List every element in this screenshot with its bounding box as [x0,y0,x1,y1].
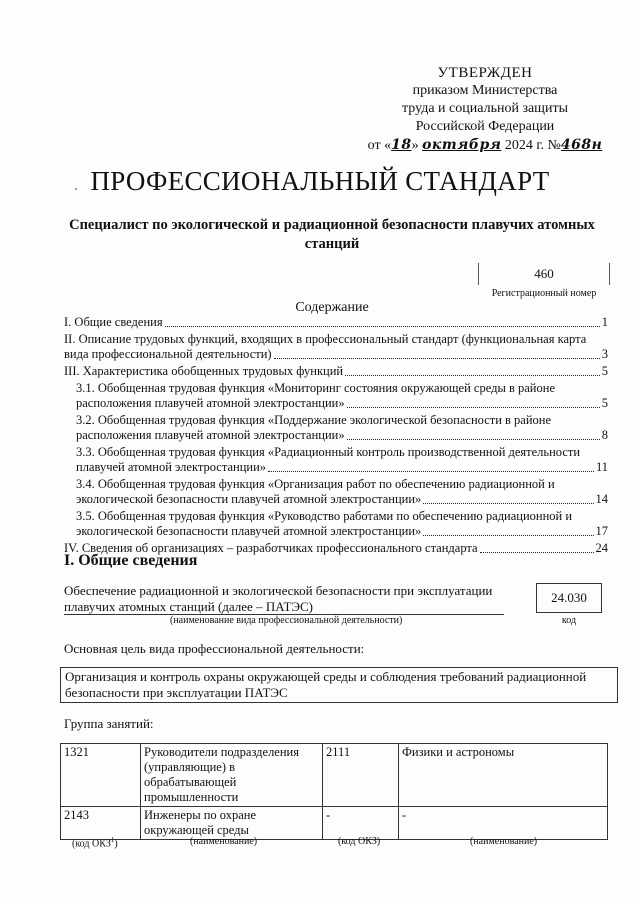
goal-label: Основная цель вида профессиональной деятельности: [64,641,365,656]
toc-entry[interactable]: I. Общие сведения 1 [64,315,608,329]
table-caption: (наименование) [190,836,258,847]
footnote-mark[interactable]: 1 [110,836,115,844]
toc-entry[interactable]: 3.4. Обобщенная трудовая функция «Организация работ по обеспечению радиационной и экологической безопасности плавучей атомной электростанции» 14 [76,477,608,506]
approval-month: октября [422,137,502,153]
approval-line: Российской Федерации [415,119,555,134]
toc-entry[interactable]: 3.2. Обобщенная трудовая функция «Поддержание экологической безопасности в районе расположения плавучей атомной электростанции» 8 [76,413,608,442]
toc-page: 14 [595,492,608,506]
toc-entry[interactable]: III. Характеристика обобщенных трудовых функций 5 [64,364,608,378]
standard-subtitle: Специалист по экологической и радиационной безопасности плавучих атомных станций [69,217,595,252]
toc-page: 8 [601,428,608,442]
approval-title: УТВЕРЖДЕН [437,65,533,81]
okz-code: 2143 [61,807,141,840]
okz-name: Инженеры по охране окружающей среды [141,807,323,840]
okz-code: 1321 [61,744,141,807]
registration-number: 460 [478,263,610,285]
approval-block [355,64,615,155]
toc-page: 5 [601,364,608,378]
table-caption: (код ОКЗ$^1$) [72,836,118,850]
toc-entry[interactable]: 3.3. Обобщенная трудовая функция «Радиационный контроль производственной деятельности плавучей атомной электростанции» 11 [76,445,608,474]
page-title: ПРОФЕССИОНАЛЬНЫЙ СТАНДАРТ [90,166,550,196]
toc-page: 1 [601,315,608,329]
okz-code: - [323,807,399,840]
okz-name: Физики и астрономы [399,744,608,807]
okz-code: 2111 [323,744,399,807]
toc-entry[interactable]: 3.1. Обобщенная трудовая функция «Мониторинг состояния окружающей среды в районе расположения плавучей атомной электростанции» 5 [76,381,608,410]
approval-date-line: от «18» октября 2024 г. №468н [367,137,603,153]
approval-number: 468н [560,137,603,153]
okz-name: - [399,807,608,840]
toc-page: 17 [595,524,608,538]
table-row [61,807,608,840]
table-of-contents [64,315,608,558]
toc-entry[interactable]: IV. Сведения об организациях – разработчиках профессионального стандарта 24 [64,541,608,555]
activity-kind-caption: (наименование вида профессиональной деятельности) [170,615,403,626]
table-caption: (наименование) [470,836,538,847]
occupation-groups-table [60,743,608,840]
registration-label: Регистрационный номер [491,288,597,299]
toc-page: 3 [601,347,608,361]
toc-title: Содержание [295,300,369,315]
table-caption: (код ОКЗ) [338,836,381,847]
activity-kind: Обеспечение радиационной и экологической безопасности при эксплуатации плавучих атомных станций (далее – ПАТЭС) [64,583,493,614]
goal-text: Организация и контроль охраны окружающей среды и соблюдения требований радиационной безопасности при эксплуатации ПАТЭС [60,667,618,703]
approval-day: 18 [391,137,412,153]
activity-code-caption: код [561,615,577,626]
section-heading: I. Общие сведения [64,552,198,569]
toc-page: 24 [595,541,608,555]
activity-code: 24.030 [536,583,602,613]
toc-entry[interactable]: II. Описание трудовых функций, входящих в профессиональный стандарт (функциональная карта вида профессиональной деятельности) 3 [64,332,608,361]
toc-page: 11 [595,460,608,474]
approval-line: приказом Министерства [412,83,558,98]
approval-line: труда и социальной защиты [402,101,568,116]
table-row [61,744,608,807]
group-label: Группа занятий: [64,716,154,731]
toc-entry[interactable]: 3.5. Обобщенная трудовая функция «Руководство работами по обеспечению радиационной и экологической безопасности плавучей атомной электростанции» 17 [76,509,608,538]
toc-page: 5 [601,396,608,410]
okz-name: Руководители подразделения (управляющие) в обрабатывающей промышленности [141,744,323,807]
